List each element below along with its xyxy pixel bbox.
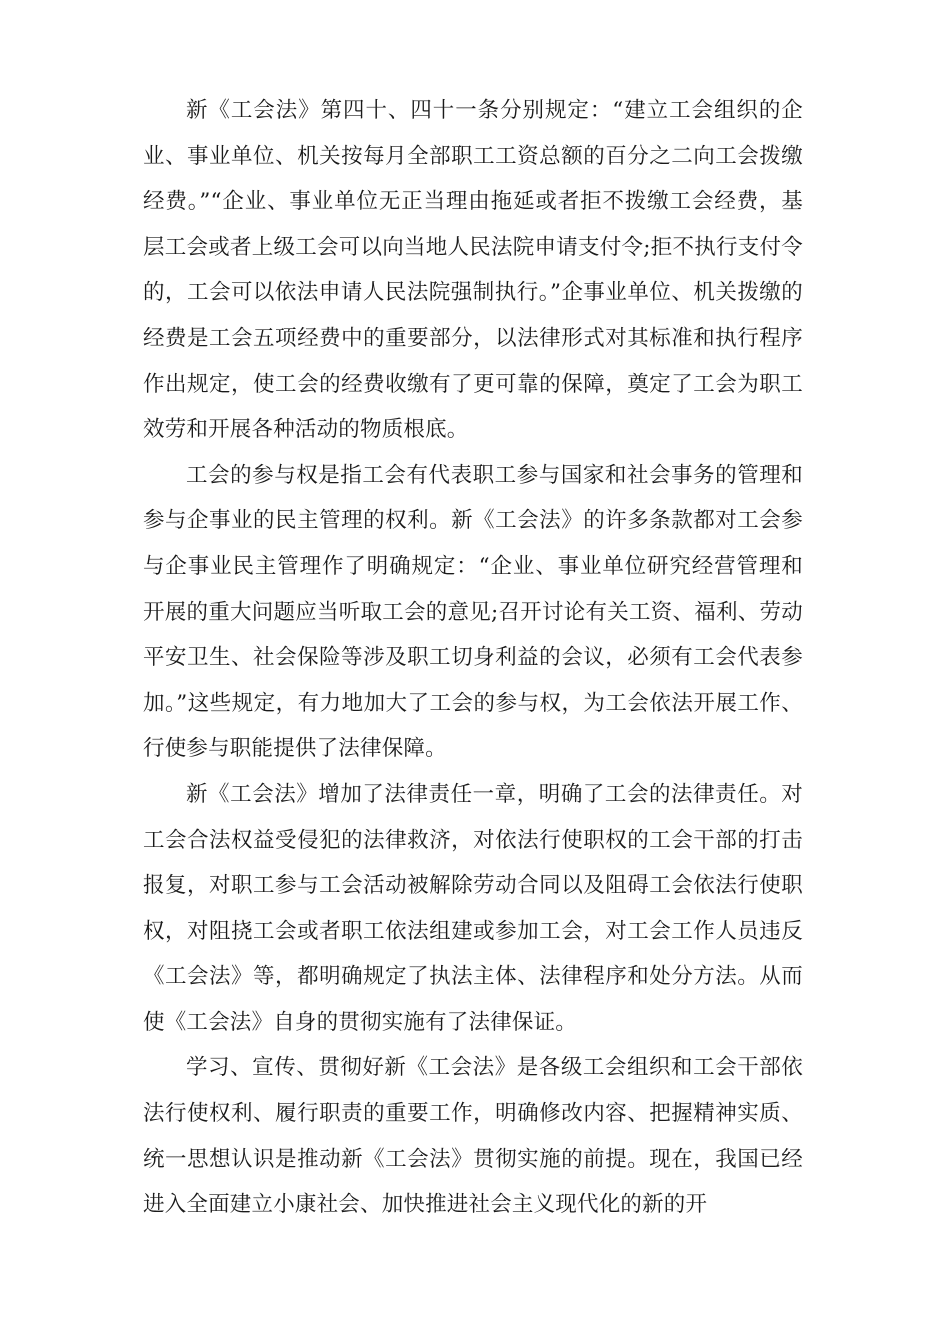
- paragraph-union-funding: 新《工会法》第四十、四十一条分别规定：“建立工会组织的企业、事业单位、机关按每月全部职工工资总额的百分之二向工会拨缴经费。”“企业、事业单位无正当理由拖延或者拒不拨缴工会经费，基层工会或者上级工会可以向当地人民法院申请支付令;拒不执行支付令的，工会可以依法申请人民法院强制执行。”企事业单位、机关拨缴的经费是工会五项经费中的重要部分，以法律形式对其标准和执行程序作出规定，使工会的经费收缴有了更可靠的保障，奠定了工会为职工效劳和开展各种活动的物质根底。: [143, 98, 803, 443]
- paragraph-legal-responsibility: 新《工会法》增加了法律责任一章，明确了工会的法律责任。对工会合法权益受侵犯的法律救济，对依法行使职权的工会干部的打击报复，对职工参与工会活动被解除劳动合同以及阻碍工会依法行使职权，对阻挠工会或者职工依法组建或参加工会，对工会工作人员违反《工会法》等，都明确规定了执法主体、法律程序和处分方法。从而使《工会法》自身的贯彻实施有了法律保证。: [143, 781, 803, 1035]
- paragraph-participation-right: 工会的参与权是指工会有代表职工参与国家和社会事务的管理和参与企事业的民主管理的权利。新《工会法》的许多条款都对工会参与企事业民主管理作了明确规定：“企业、事业单位研究经营管理和开展的重大问题应当听取工会的意见;召开讨论有关工资、福利、劳动平安卫生、社会保险等涉及职工切身利益的会议，必须有工会代表参加。”这些规定，有力地加大了工会的参与权，为工会依法开展工作、行使参与职能提供了法律保障。: [143, 462, 803, 762]
- document-body: [143, 88, 803, 1228]
- paragraph-implementation: 学习、宣传、贯彻好新《工会法》是各级工会组织和工会干部依法行使权利、履行职责的重要工作，明确修改内容、把握精神实质、统一思想认识是推动新《工会法》贯彻实施的前提。现在，我国已经进入全面建立小康社会、加快推进社会主义现代化的新的开: [143, 1055, 803, 1218]
